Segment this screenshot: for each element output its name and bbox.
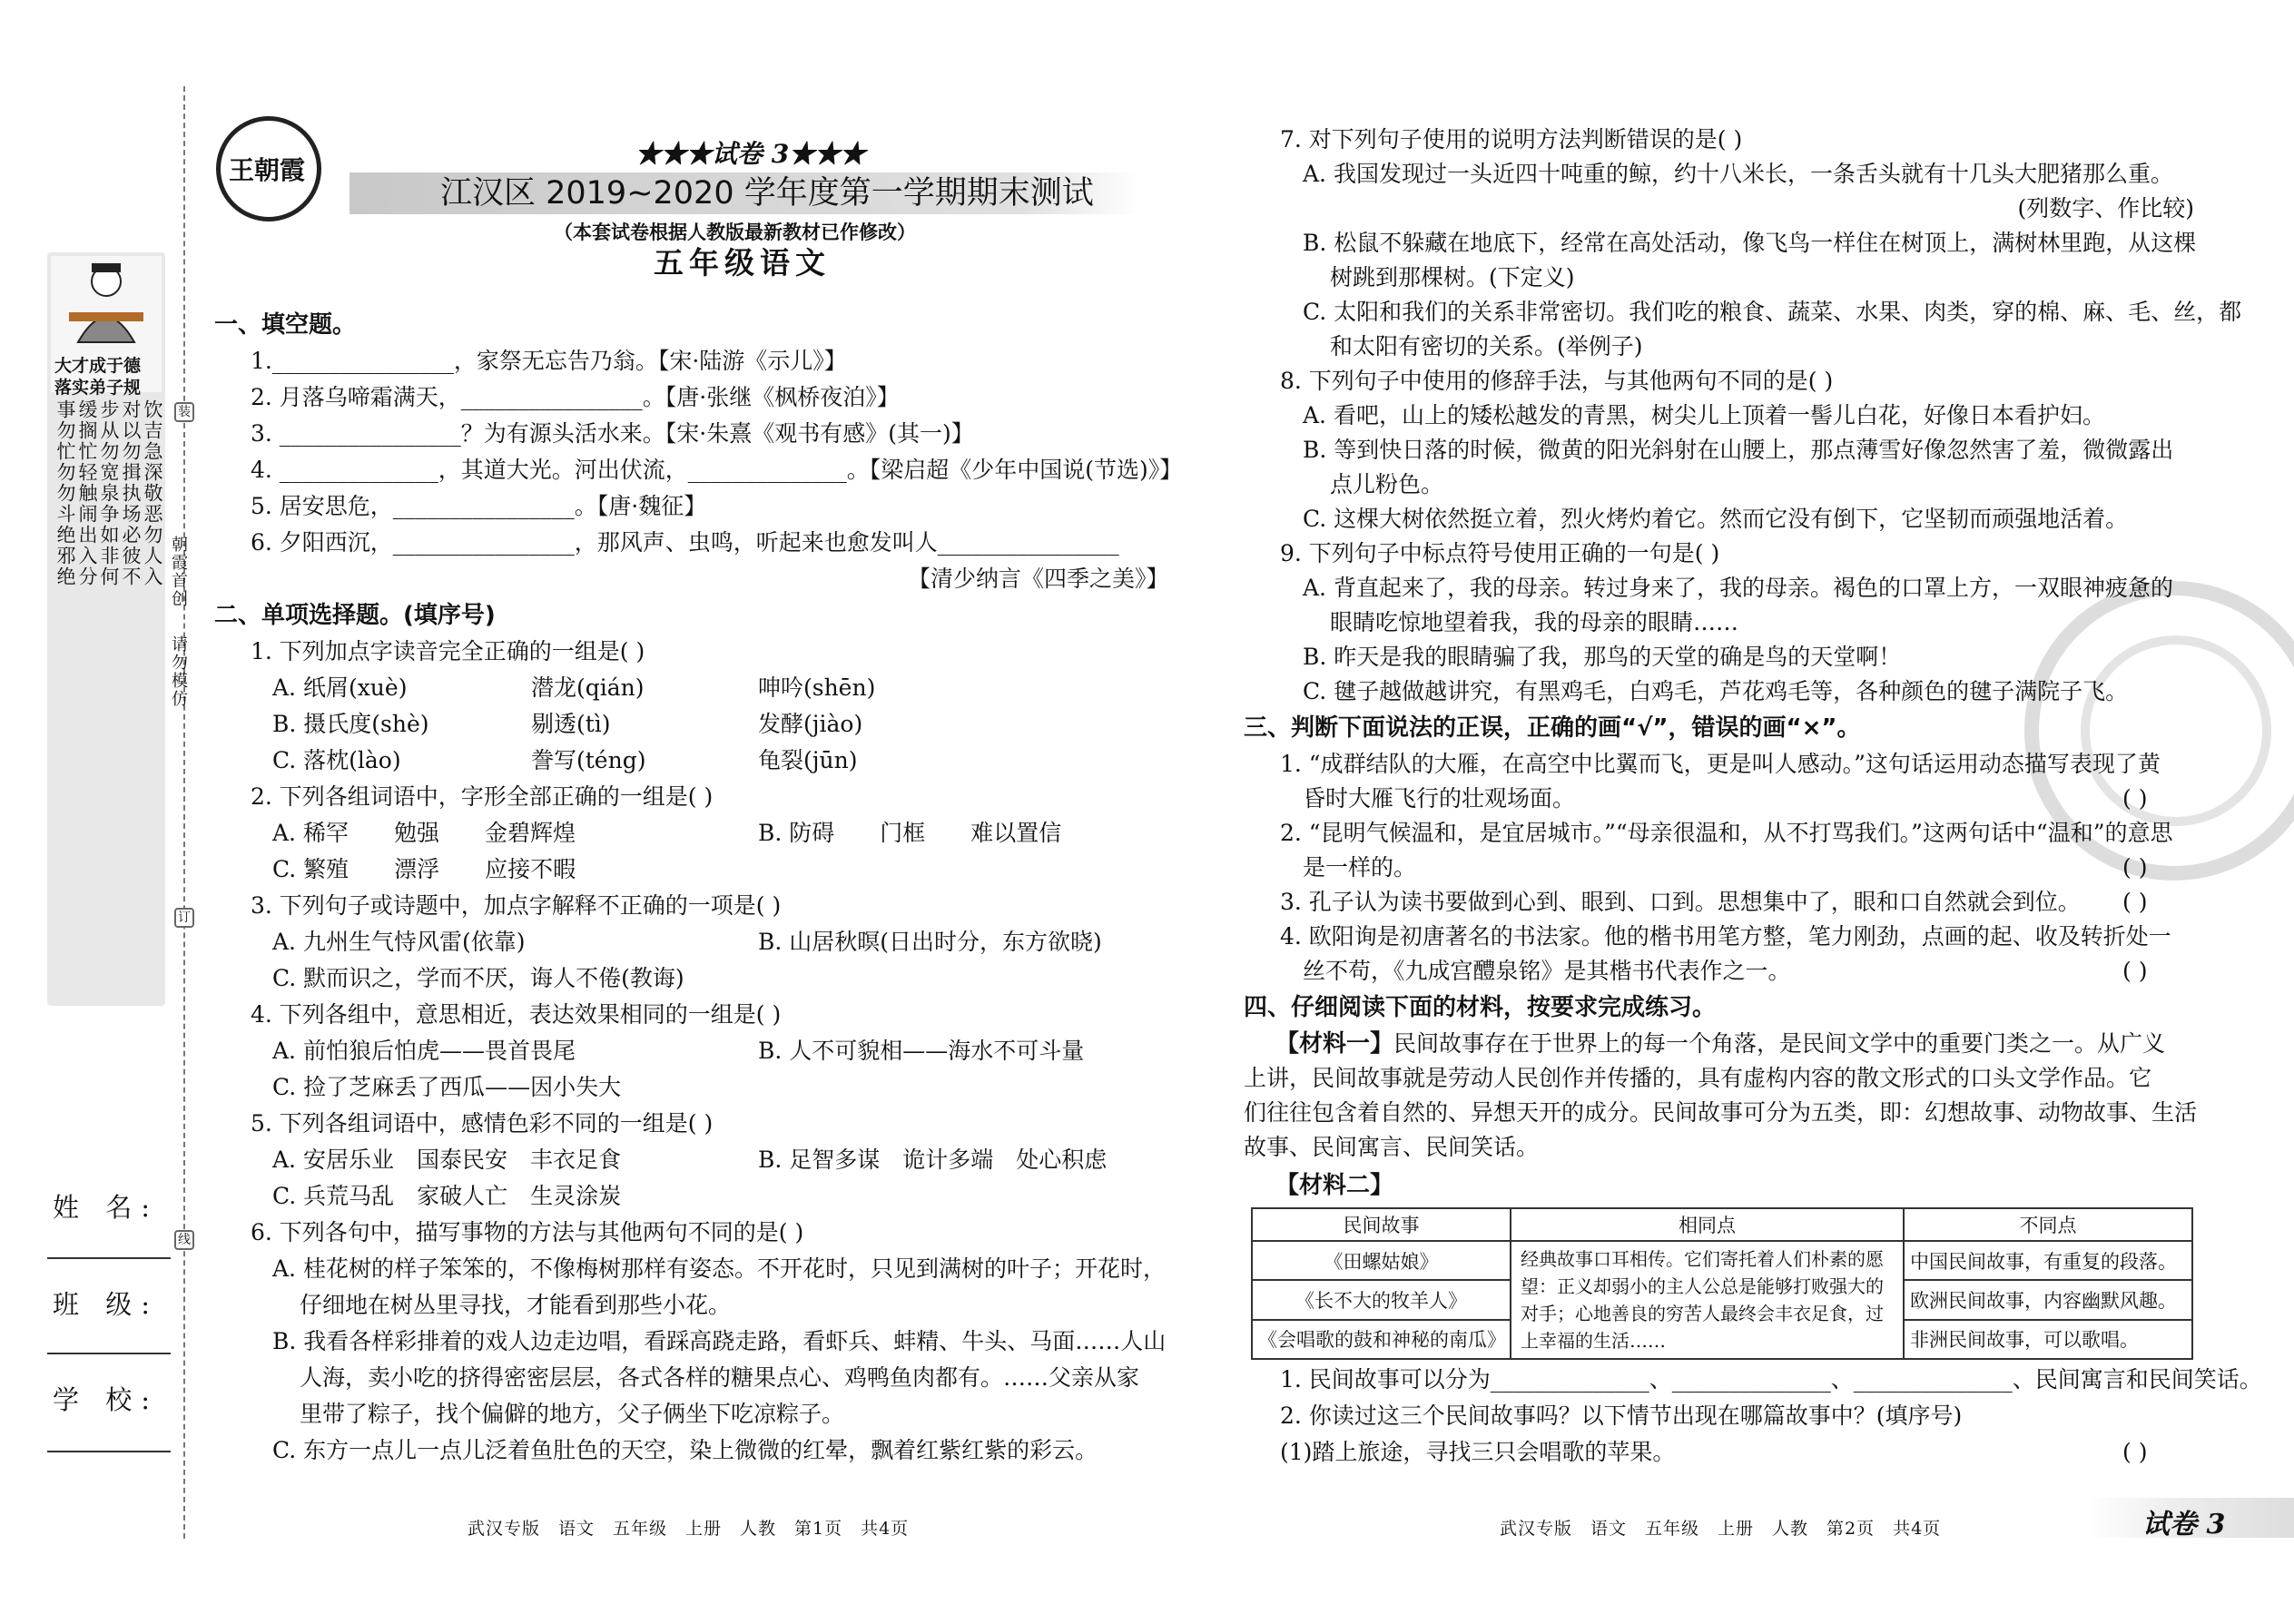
logo-text: 王朝霞 bbox=[229, 155, 306, 185]
sec4-q2-1: (1)踏上旅途，寻找三只会唱歌的苹果。 bbox=[1280, 1439, 1676, 1465]
q2-a: A. 稀罕 勉强 金碧辉煌 bbox=[272, 820, 576, 846]
q7-b1: B. 松鼠不躲藏在地底下，经常在高处活动，像飞鸟一样住在树顶上，满树林里跑，从这棵 bbox=[1303, 230, 2197, 256]
q2-b: B. 防碍 门框 难以置信 bbox=[758, 820, 1062, 846]
q1-b3: 发酵(jiào) bbox=[758, 711, 863, 737]
diff-cell: 非洲民间故事，可以歌唱。 bbox=[1904, 1320, 2192, 1359]
motto-col-4: 对以勿揖执场必彼不 bbox=[120, 399, 142, 587]
footer-right: 武汉专版 语文 五年级 上册 人教 第2页 共4页 bbox=[1500, 1519, 1942, 1539]
q1-a1: A. 纸屑(xuè) bbox=[272, 674, 408, 701]
q6-a1: A. 桂花树的样子笨笨的，不像梅树那样有姿态。不开花时，只见到满树的叶子；开花时， bbox=[272, 1255, 1166, 1282]
sec1-q2: 2. 月落乌啼霜满天，________________。【唐·张继《枫桥夜泊》】 bbox=[251, 384, 900, 410]
school-label: 学 校: bbox=[53, 1384, 159, 1415]
motto-col-5: 饮吉急深敬恶勿人入 bbox=[142, 399, 163, 587]
q4-b: B. 人不可貌相——海水不可斗量 bbox=[758, 1038, 1085, 1064]
q9-a2: 眼睛吃惊地望着我，我的母亲的眼睛…… bbox=[1330, 609, 1739, 635]
q7-b2: 树跳到那棵树。(下定义) bbox=[1330, 264, 1575, 290]
binding-tag-top: 装 bbox=[174, 402, 194, 422]
material1-label: 【材料一】 bbox=[1275, 1030, 1394, 1058]
motto-col-2: 缓搁忙轻触闹出入分 bbox=[76, 399, 98, 587]
material2-table bbox=[1251, 1207, 2193, 1360]
sec2-q5: 5. 下列各组词语中，感情色彩不同的一组是( ) bbox=[251, 1110, 714, 1137]
footer-left: 武汉专版 语文 五年级 上册 人教 第1页 共4页 bbox=[468, 1519, 910, 1539]
q1-c1: C. 落枕(lào) bbox=[272, 747, 401, 773]
q6-b3: 里带了粽子，找个偏僻的地方，父子俩坐下吃凉粽子。 bbox=[300, 1401, 845, 1427]
sec2-q4: 4. 下列各组中，意思相近，表达效果相同的一组是( ) bbox=[251, 1001, 782, 1028]
q7-c2: 和太阳有密切的关系。(举例子) bbox=[1330, 333, 1643, 359]
watermark-stamp-inner bbox=[2081, 635, 2271, 826]
table-row bbox=[1252, 1241, 2192, 1280]
q3-c: C. 默而识之，学而不厌，诲人不倦(教诲) bbox=[272, 965, 684, 991]
sec1-q5: 5. 居安思危，________________。【唐·魏征】 bbox=[251, 493, 707, 519]
sec1-q6-source: 【清少纳言《四季之美》】 bbox=[908, 566, 1169, 592]
sec1-q6: 6. 夕阳西沉，________________，那风声、虫鸣，听起来也愈发叫人________________ bbox=[251, 529, 1119, 556]
q8-b2: 点儿粉色。 bbox=[1330, 471, 1444, 497]
story-cell: 《会唱歌的鼓和神秘的南瓜》 bbox=[1252, 1320, 1511, 1359]
col-header-common: 相同点 bbox=[1511, 1208, 1904, 1241]
sec4-q2: 2. 你读过这三个民间故事吗？以下情节出现在哪篇故事中？(填序号) bbox=[1280, 1403, 1963, 1429]
story-cell: 《长不大的牧羊人》 bbox=[1252, 1280, 1511, 1319]
sec4-q1: 1. 民间故事可以分为______________、______________、______________、民间寓言和民间笑话。 bbox=[1280, 1366, 2262, 1393]
sec3-heading: 三、判断下面说法的正误，正确的画“√”，错误的画“×”。 bbox=[1244, 714, 1861, 742]
sec2-q8: 8. 下列句子中使用的修辞手法，与其他两句不同的是( ) bbox=[1280, 368, 1834, 394]
q1-c2: 誊写(téng) bbox=[531, 747, 646, 773]
diff-cell: 欧洲民间故事，内容幽默风趣。 bbox=[1904, 1280, 2192, 1319]
q1-a3: 呻吟(shēn) bbox=[758, 674, 876, 701]
q9-c: C. 毽子越做越讲究，有黑鸡毛，白鸡毛，芦花鸡毛等，各种颜色的毽子满院子飞。 bbox=[1303, 678, 2129, 704]
sec2-q2: 2. 下列各组词语中，字形全部正确的一组是( ) bbox=[251, 783, 714, 810]
binding-dash-line bbox=[183, 86, 185, 1539]
q3-a: A. 九州生气恃风雷(依靠) bbox=[272, 929, 526, 955]
binding-tag-mid: 订 bbox=[174, 908, 194, 928]
sec3-q2a: 2. “昆明气候温和，是宜居城市。”“母亲很温和，从不打骂我们。”这两句话中“温和”的意思 bbox=[1280, 820, 2173, 846]
sec1-heading: 一、填空题。 bbox=[214, 311, 357, 339]
vertical-note: 朝霞首创 bbox=[169, 536, 188, 608]
sec1-q3: 3. ________________？为有源头活水来。【宋·朱熹《观书有感》(其一)】 bbox=[251, 420, 974, 447]
motto-col-3: 步从勿宽泉争如非何 bbox=[98, 399, 120, 587]
sec3-q4b: 丝不苟，《九成宫醴泉铭》是其楷书代表作之一。 bbox=[1303, 958, 1791, 984]
col-header-diff: 不同点 bbox=[1904, 1208, 2192, 1241]
name-field[interactable] bbox=[47, 1257, 171, 1259]
q1-b2: 剔透(tì) bbox=[531, 711, 611, 737]
q5-b: B. 足智多谋 诡计多端 处心积虑 bbox=[758, 1147, 1108, 1173]
q1-c3: 龟裂(jūn) bbox=[758, 747, 858, 773]
sec3-q4a: 4. 欧阳询是初唐著名的书法家。他的楷书用笔方整，笔力刚劲，点画的起、收及转折处一 bbox=[1280, 923, 2171, 950]
q1-b1: B. 摄氏度(shè) bbox=[272, 711, 429, 737]
class-field[interactable] bbox=[47, 1353, 171, 1354]
q7-a1: A. 我国发现过一头近四十吨重的鲸，约十八米长，一条舌头就有十几头大肥猪那么重。 bbox=[1303, 161, 2173, 187]
col-header-story: 民间故事 bbox=[1252, 1208, 1511, 1241]
answer-paren-5[interactable]: ( ) bbox=[2122, 1439, 2148, 1465]
school-field[interactable] bbox=[47, 1451, 171, 1452]
sec3-q2b: 是一样的。 bbox=[1303, 854, 1417, 881]
answer-paren-4[interactable]: ( ) bbox=[2122, 958, 2148, 984]
q5-a: A. 安居乐业 国泰民安 丰衣足食 bbox=[272, 1147, 621, 1173]
q3-b: B. 山居秋暝(日出时分，东方欲晓) bbox=[758, 929, 1102, 955]
paper-label: ★★★试卷 3★★★ bbox=[635, 139, 866, 169]
answer-paren-3[interactable]: ( ) bbox=[2122, 889, 2148, 915]
motto-col-1: 事勿忙勿勿斗绝邪绝 bbox=[54, 399, 76, 587]
sec3-q1a: 1. “成群结队的大雁，在高空中比翼而飞，更是叫人感动。”这句话运用动态描写表现了黄 bbox=[1280, 751, 2161, 777]
sec2-heading: 二、单项选择题。(填序号) bbox=[214, 602, 496, 629]
q8-c: C. 这棵大树依然挺立着，烈火烤灼着它。然而它没有倒下，它坚韧而顽强地活着。 bbox=[1303, 506, 2129, 532]
q7-a2: (列数字、作比较) bbox=[2017, 195, 2194, 221]
name-label: 姓 名: bbox=[53, 1192, 159, 1223]
sec3-q3: 3. 孔子认为读书要做到心到、眼到、口到。思想集中了，眼和口自然就会到位。 bbox=[1280, 889, 2081, 915]
motto-top: 大才成于德 bbox=[54, 356, 142, 376]
exam-subtitle: （本套试卷根据人教版最新教材已作修改） bbox=[554, 221, 916, 243]
story-cell: 《田螺姑娘》 bbox=[1252, 1241, 1511, 1280]
sec2-q1: 1. 下列加点字读音完全正确的一组是( ) bbox=[251, 638, 645, 664]
sec2-q7: 7. 对下列句子使用的说明方法判断错误的是( ) bbox=[1280, 126, 1743, 153]
sec2-q3: 3. 下列句子或诗题中，加点字解释不正确的一项是( ) bbox=[251, 892, 782, 919]
material1-line2: 上讲，民间故事就是劳动人民创作并传播的，具有虚构内容的散文形式的口头文学作品。它 bbox=[1244, 1065, 2152, 1091]
vertical-note-2: 请勿模仿 bbox=[169, 635, 188, 708]
q1-a2: 潜龙(qián) bbox=[531, 674, 645, 701]
grade-title: 五年级语文 bbox=[654, 245, 831, 281]
diff-cell: 中国民间故事，有重复的段落。 bbox=[1904, 1241, 2192, 1280]
q5-c: C. 兵荒马乱 家破人亡 生灵涂炭 bbox=[272, 1183, 622, 1209]
q4-a: A. 前怕狼后怕虎——畏首畏尾 bbox=[272, 1038, 576, 1064]
binding-tag-bottom: 线 bbox=[174, 1230, 194, 1250]
q9-b: B. 昨天是我的眼睛骗了我，那鸟的天堂的确是鸟的天堂啊！ bbox=[1303, 644, 1902, 670]
sec3-q1b: 昏时大雁飞行的壮观场面。 bbox=[1303, 785, 1576, 812]
q6-a2: 仔细地在树丛里寻找，才能看到那些小花。 bbox=[300, 1292, 732, 1318]
class-label: 班 级: bbox=[53, 1289, 159, 1320]
sec4-heading: 四、仔细阅读下面的材料，按要求完成练习。 bbox=[1244, 994, 1717, 1021]
common-cell: 经典故事口耳相传。它们寄托着人们朴素的愿望：正义却弱小的主人公总是能够打败强大的对手；心地善良的穷苦人最终会丰衣足食，过上幸福的生活…… bbox=[1511, 1241, 1904, 1359]
corner-paper-label: 试卷 3 bbox=[2142, 1509, 2226, 1540]
material1-line4: 故事、民间寓言、民间笑话。 bbox=[1244, 1134, 1540, 1160]
sec2-q6: 6. 下列各句中，描写事物的方法与其他两句不同的是( ) bbox=[251, 1219, 804, 1245]
table-header-row bbox=[1252, 1208, 2192, 1241]
q8-a: A. 看吧，山上的矮松越发的青黑，树尖儿上顶着一髻儿白花，好像日本看护妇。 bbox=[1303, 402, 2105, 428]
sec1-q4: 4. ______________，其道大光。河出伏流，______________。【梁启超《少年中国说(节选)》】 bbox=[251, 457, 1183, 483]
sec2-q9: 9. 下列句子中标点符号使用正确的一句是( ) bbox=[1280, 540, 1720, 566]
q9-a1: A. 背直起来了，我的母亲。转过身来了，我的母亲。褐色的口罩上方，一双眼神疲惫的 bbox=[1303, 575, 2173, 601]
q6-b2: 人海，卖小吃的挤得密密层层，各式各样的糖果点心、鸡鸭鱼肉都有。……父亲从家 bbox=[300, 1364, 1140, 1391]
q2-c: C. 繁殖 漂浮 应接不暇 bbox=[272, 856, 576, 882]
q8-b1: B. 等到快日落的时候，微黄的阳光斜射在山腰上，那点薄雪好像忽然害了羞，微微露出 bbox=[1303, 437, 2174, 463]
exam-title: 江汉区 2019~2020 学年度第一学期期末测试 bbox=[440, 175, 1094, 212]
q6-c: C. 东方一点儿一点儿泛着鱼肚色的天空，染上微微的红晕，飘着红紫红紫的彩云。 bbox=[272, 1437, 1098, 1463]
motto-bottom: 落实弟子规 bbox=[54, 378, 142, 398]
q7-c1: C. 太阳和我们的关系非常密切。我们吃的粮食、蔬菜、水果、肉类，穿的棉、麻、毛、丝，都 bbox=[1303, 299, 2242, 325]
material1-line1: 民间故事存在于世界上的每一个角落，是民间文学中的重要门类之一。从广义 bbox=[1393, 1030, 2166, 1057]
answer-paren-1[interactable]: ( ) bbox=[2122, 785, 2148, 812]
sec1-q1: 1.________________，家祭无忘告乃翁。【宋·陆游《示儿》】 bbox=[251, 348, 847, 374]
material1-line3: 们往往包含着自然的、异想天开的成分。民间故事可分为五类，即：幻想故事、动物故事、生活 bbox=[1244, 1099, 2198, 1126]
answer-paren-2[interactable]: ( ) bbox=[2122, 854, 2148, 881]
q6-b1: B. 我看各样彩排着的戏人边走边唱，看踩高跷走路，看虾兵、蚌精、牛头、马面……人山 bbox=[272, 1328, 1167, 1354]
q4-c: C. 捡了芝麻丢了西瓜——因小失大 bbox=[272, 1074, 622, 1100]
material2-label: 【材料二】 bbox=[1275, 1172, 1394, 1199]
